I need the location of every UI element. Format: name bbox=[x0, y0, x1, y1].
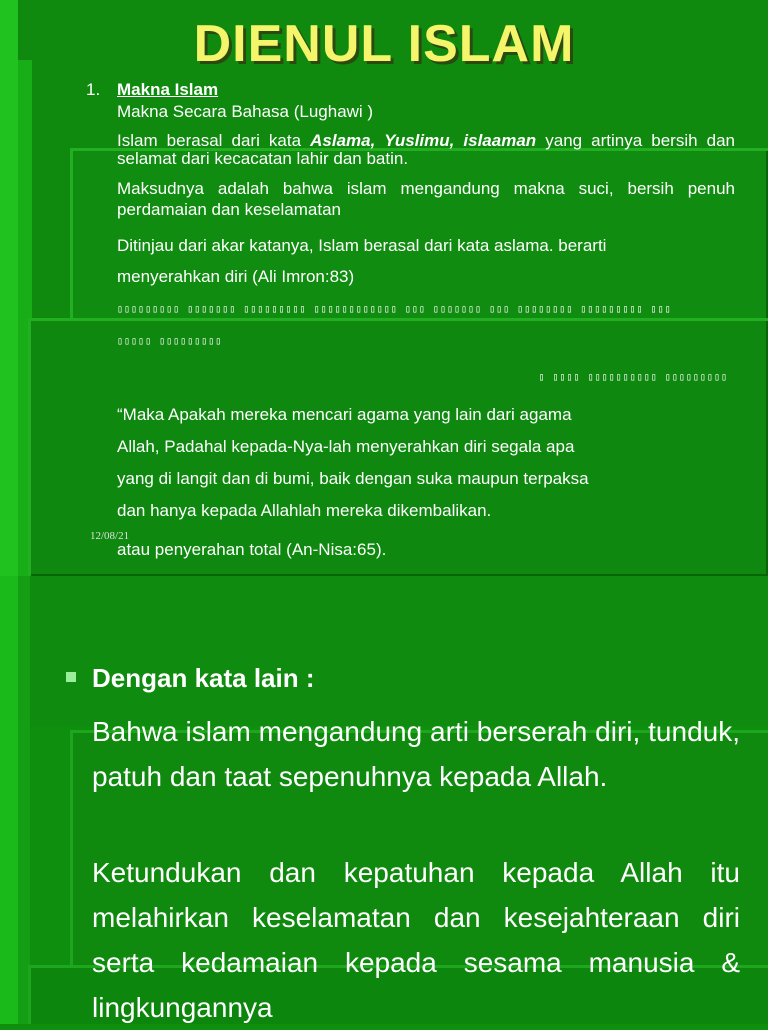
slide-date: 12/08/21 bbox=[90, 530, 130, 542]
quote-line: “Maka Apakah mereka mencari agama yang lain dari agama bbox=[117, 405, 572, 424]
p1-prefix: Islam berasal dari kata bbox=[117, 131, 311, 150]
item-number: 1. bbox=[86, 80, 101, 99]
decor-strip bbox=[18, 576, 30, 1024]
last-line: atau penyerahan total (An-Nisa:65). bbox=[117, 540, 387, 559]
paragraph-1 bbox=[117, 132, 735, 168]
slide-2-background bbox=[0, 576, 768, 726]
section-heading: Makna Islam bbox=[117, 80, 219, 99]
arabic-text-line-2: ▯▯▯▯▯ ▯▯▯▯▯▯▯▯▯ bbox=[117, 336, 223, 347]
quote-line: yang di langit dan di bumi, baik dengan suka maupun terpaksa bbox=[117, 469, 589, 488]
paragraph-2: Ketundukan dan kepatuhan kepada Allah itu melahirkan keselamatan dan kesejahteraan diri serta kedamaian kepada sesama manusia & lingkungannya bbox=[92, 857, 740, 1023]
quote-line: dan hanya kepada Allahlah mereka dikembalikan. bbox=[117, 501, 492, 520]
p1-suffix: yang artinya bersih dan selamat dari kecacatan lahir dan batin. bbox=[117, 131, 736, 168]
paragraph-1: Bahwa islam mengandung arti berserah diri, tunduk, patuh dan taat sepenuhnya kepada Allah. bbox=[92, 716, 740, 792]
paragraph-3-line-1: Ditinjau dari akar katanya, Islam berasal dari kata aslama. berarti bbox=[117, 236, 607, 255]
bullet-square-icon bbox=[66, 672, 76, 682]
subheading: Makna Secara Bahasa (Lughawi ) bbox=[117, 102, 374, 121]
paragraph-2: Maksudnya adalah bahwa islam mengandung makna suci, bersih penuh perdamaian dan keselamatan bbox=[117, 179, 735, 219]
p1-bold: Aslama, Yuslimu, islaaman bbox=[310, 131, 537, 150]
arabic-text-line-1: ▯▯▯▯▯▯▯▯▯ ▯▯▯▯▯▯▯ ▯▯▯▯▯▯▯▯▯ ▯▯▯▯▯▯▯▯▯▯▯▯ ▯▯▯ ▯▯▯▯▯▯▯ ▯▯▯ ▯▯▯▯▯▯▯▯ ▯▯▯▯▯▯▯▯▯ ▯▯▯ bbox=[117, 304, 672, 315]
paragraph-3-line-2: menyerahkan diri (Ali Imron:83) bbox=[117, 267, 355, 286]
quote-line: Allah, Padahal kepada-Nya-lah menyerahkan diri segala apa bbox=[117, 437, 575, 456]
bullet-heading: Dengan kata lain : bbox=[92, 663, 315, 693]
slide-title: DIENUL ISLAM bbox=[193, 15, 575, 73]
arabic-text-line-3: ▯ ▯▯▯▯ ▯▯▯▯▯▯▯▯▯▯ ▯▯▯▯▯▯▯▯▯ bbox=[538, 372, 728, 383]
decor-strip bbox=[0, 0, 18, 576]
decor-strip bbox=[0, 576, 18, 1024]
